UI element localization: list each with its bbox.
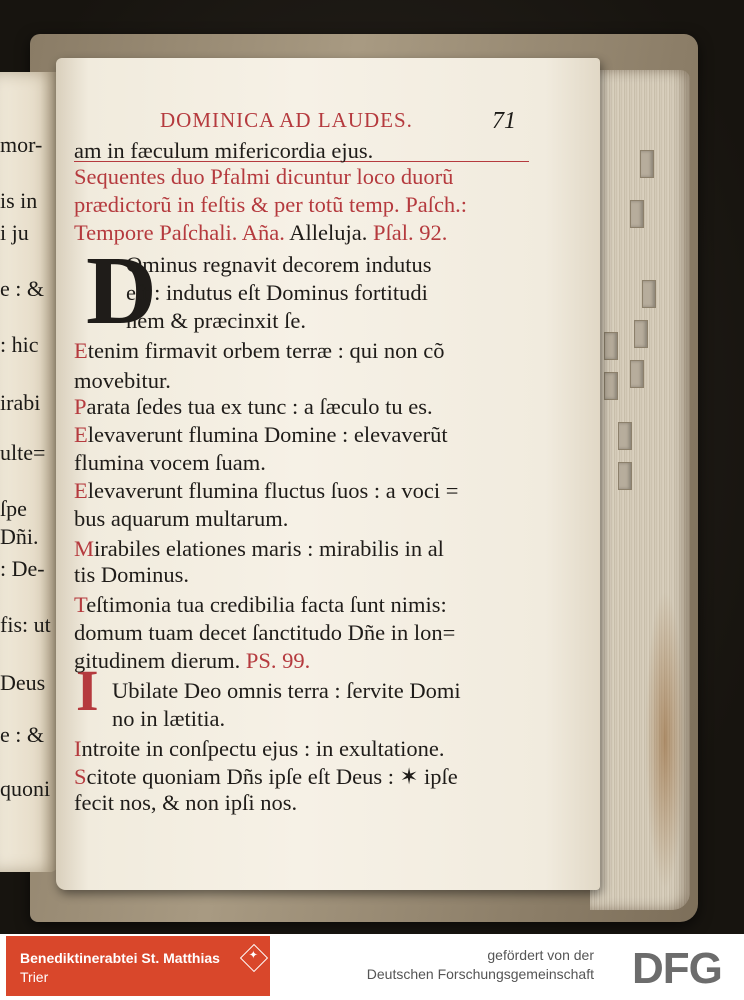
text-line xyxy=(74,650,310,673)
left-page-fragment: ſpe xyxy=(0,496,27,521)
line-text: levaverunt flumina Domine : elevaverũt xyxy=(87,422,448,447)
left-page-fragment: : De- xyxy=(0,556,45,581)
left-page-fragment: is in xyxy=(0,188,38,213)
text-line xyxy=(126,254,432,277)
thumb-tab xyxy=(630,200,644,228)
thumb-tab xyxy=(640,150,654,178)
text-line xyxy=(74,140,373,163)
thumb-tab xyxy=(618,462,632,490)
left-page-fragment: irabi xyxy=(0,390,41,415)
line-text: arata ſedes tua ex tunc : a ſæculo tu es. xyxy=(86,394,433,419)
line-text: eſt : indutus eſt Dominus fortitudi xyxy=(126,280,428,305)
text-line xyxy=(74,396,433,419)
institution-city: Trier xyxy=(20,969,49,985)
thumb-tab xyxy=(618,422,632,450)
text-line xyxy=(74,792,297,815)
text-line xyxy=(74,480,458,503)
line-text: gitudinem dierum. xyxy=(74,648,241,673)
text-line xyxy=(74,452,266,475)
thumb-tab xyxy=(604,332,618,360)
line-text: no in lætitia. xyxy=(112,706,226,731)
line-text: tenim firmavit orbem terræ : qui non cõ xyxy=(87,338,445,363)
line-text: Sequentes duo Pfalmi dicuntur loco duorũ xyxy=(74,164,454,189)
line-text: am in fæculum mifericordia ejus. xyxy=(74,138,374,163)
line-text: flumina vocem ſuam. xyxy=(74,450,266,475)
initial-letter-d: D xyxy=(86,237,157,345)
text-line xyxy=(74,340,445,363)
line-text: domum tuam decet ſanctitudo Dñe in lon= xyxy=(74,620,456,645)
thumb-tab xyxy=(642,280,656,308)
red-initial: I xyxy=(74,736,82,761)
running-header: DOMINICA AD LAUDES. xyxy=(160,108,413,132)
left-page-fragment: e : & xyxy=(0,276,44,301)
red-initial: E xyxy=(74,338,88,363)
left-page-fragment: quoni xyxy=(0,776,51,801)
line-text: Ominus regnavit decorem indutus xyxy=(126,252,432,277)
text-line xyxy=(74,738,445,761)
line-text: citote quoniam Dñs ipſe eſt Deus : ✶ ipſe xyxy=(86,764,458,789)
manuscript-page xyxy=(56,58,600,890)
funding-line-2: Deutschen Forschungsgemeinschaft xyxy=(366,966,594,982)
institution-badge[interactable] xyxy=(6,936,270,996)
thumb-tab xyxy=(630,360,644,388)
line-text: levaverunt flumina fluctus ſuos : a voci = xyxy=(87,478,459,503)
red-initial: E xyxy=(74,478,88,503)
line-text: nem & præcinxit ſe. xyxy=(126,308,306,333)
institution-name: Benediktinerabtei St. Matthias xyxy=(20,950,220,966)
line-text: Ubilate Deo omnis terra : ſervite Domi xyxy=(112,678,461,703)
text-line xyxy=(74,370,171,393)
thumb-tab xyxy=(604,372,618,400)
line-text: ntroite in conſpectu ejus : in exultatione. xyxy=(81,736,445,761)
text-line xyxy=(74,766,458,789)
text-line xyxy=(74,594,447,617)
left-page-fragment: fis: ut xyxy=(0,612,51,637)
red-initial: M xyxy=(74,536,95,561)
red-initial: P xyxy=(74,394,87,419)
line-text: movebitur. xyxy=(74,368,171,393)
text-line xyxy=(126,282,428,305)
red-initial: T xyxy=(74,592,87,617)
line-text: eſtimonia tua credibilia facta ſunt nimis: xyxy=(86,592,447,617)
text-line xyxy=(112,708,225,731)
left-page-fragment: e : & xyxy=(0,722,44,747)
text-line xyxy=(112,680,461,703)
page-edges xyxy=(590,70,690,910)
text-line xyxy=(74,424,448,447)
page-number: 71 xyxy=(492,108,516,134)
line-text: prædictorũ in feſtis & per totũ temp. Paſch.: xyxy=(74,192,468,217)
line-text: fecit nos, & non ipſi nos. xyxy=(74,790,298,815)
left-page-fragment: Dñi. xyxy=(0,524,39,549)
left-page-fragment: i ju xyxy=(0,220,29,245)
text-line xyxy=(74,166,453,189)
psalm-reference: PS. 99. xyxy=(240,648,311,673)
initial-letter-i: I xyxy=(76,658,99,723)
text-line xyxy=(74,194,467,217)
text-line xyxy=(74,622,455,645)
thumb-tab xyxy=(634,320,648,348)
red-initial: S xyxy=(74,764,87,789)
antiphon-text: Alleluja. xyxy=(284,220,368,245)
text-line xyxy=(74,538,444,561)
left-page-fragment: ulte= xyxy=(0,440,46,465)
funding-notice xyxy=(367,946,594,984)
left-page-fragment: : hic xyxy=(0,332,39,357)
line-text: bus aquarum multarum. xyxy=(74,506,289,531)
previous-page xyxy=(0,72,58,872)
text-line xyxy=(126,310,306,333)
text-line xyxy=(74,508,288,531)
psalm-reference: Pſal. 92. xyxy=(367,220,448,245)
text-line xyxy=(74,222,447,245)
institution-logo-icon: ✦ xyxy=(240,944,268,972)
left-page-fragment: mor- xyxy=(0,132,43,157)
line-text: tis Dominus. xyxy=(74,562,190,587)
text-line xyxy=(74,564,189,587)
funding-line-1: gefördert von der xyxy=(487,947,594,963)
red-initial: E xyxy=(74,422,88,447)
line-text: Tempore Paſchali. Aña. xyxy=(74,220,285,245)
dfg-logo[interactable]: DFG xyxy=(632,944,722,993)
line-text: irabiles elationes maris : mirabilis in al xyxy=(94,536,444,561)
left-page-fragment: Deus xyxy=(0,670,46,695)
